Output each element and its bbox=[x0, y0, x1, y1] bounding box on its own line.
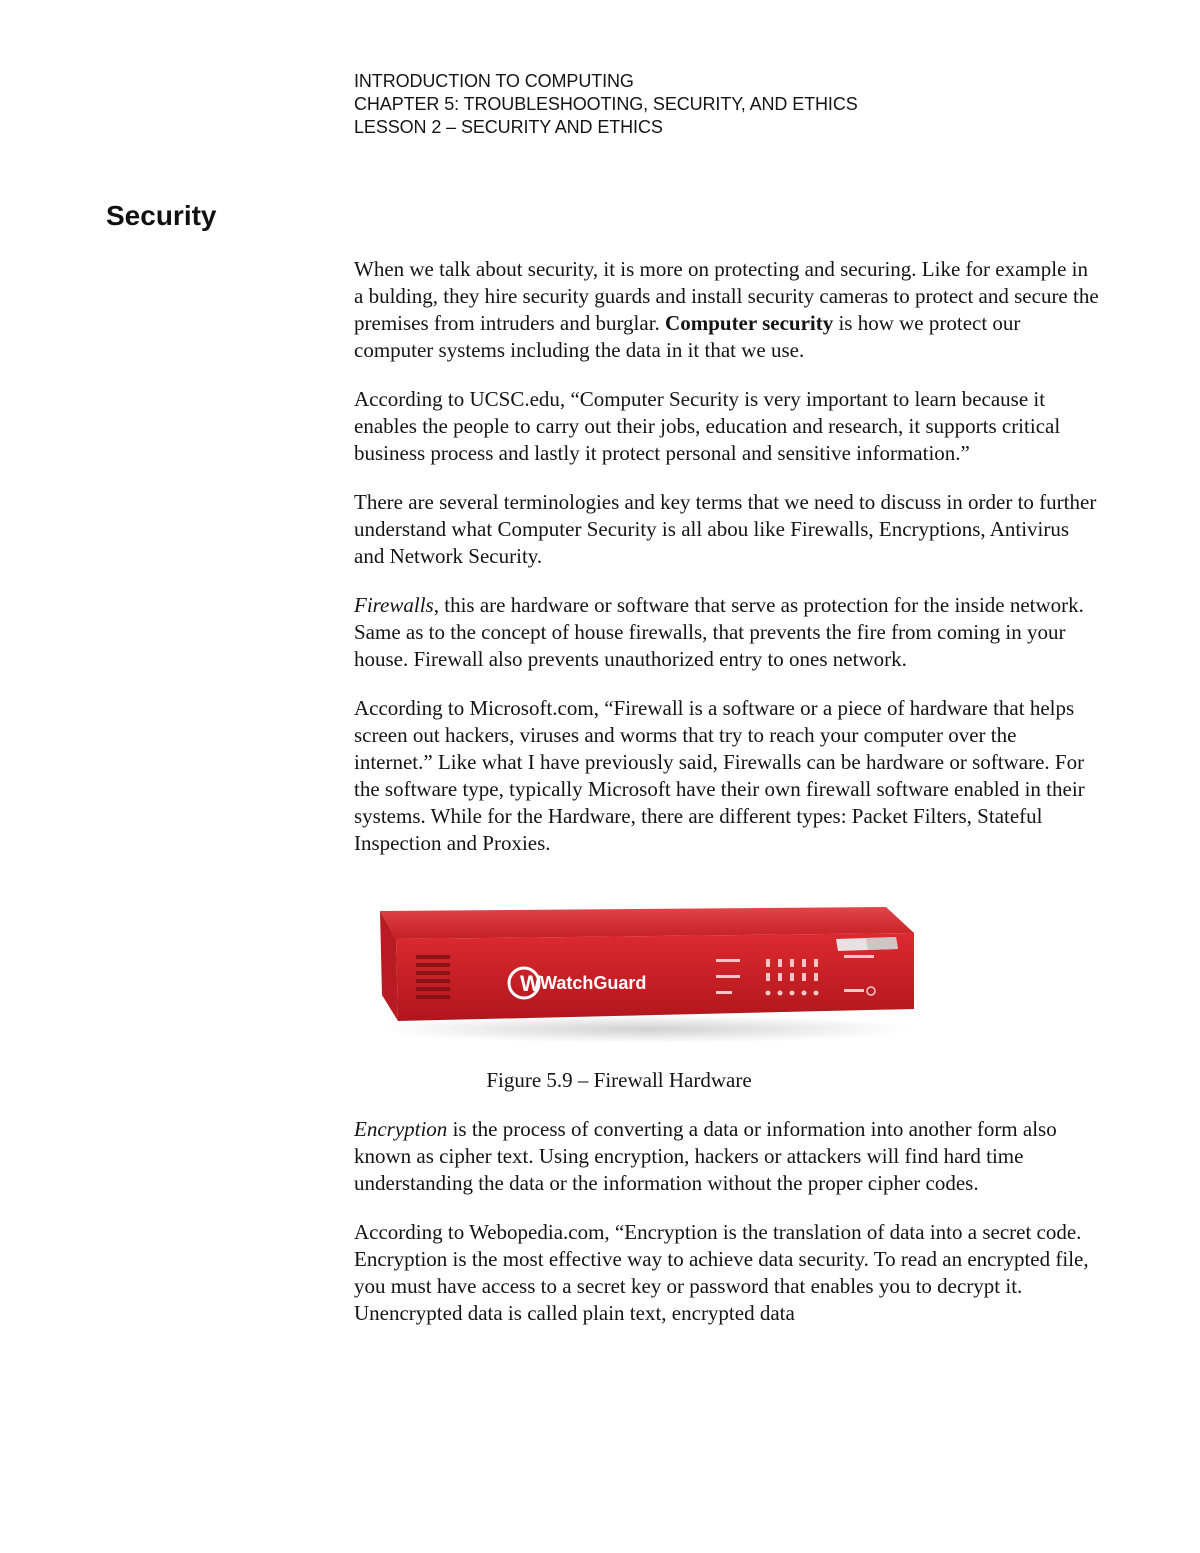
paragraph-key-terms: There are several terminologies and key terms that we need to discuss in order to further understand what Computer Security is all abou like Firewalls, Encryptions, Antivirus and Network Security. bbox=[354, 490, 1097, 568]
paragraph-microsoft-quote: According to Microsoft.com, “Firewall is a software or a piece of hardware that helps screen out hackers, viruses and worms that try to reach your computer over the internet.” Like what I have previously said, Firewalls can be hardware or software. For the software type, typically Microsoft have their own firewall software enabled in their systems. While for the Hardware, there are different types: Packet Filters, Stateful Inspection and Proxies. bbox=[354, 696, 1085, 855]
page-header bbox=[354, 70, 858, 139]
firewall-hardware-image bbox=[366, 897, 926, 1047]
body-text bbox=[354, 256, 1099, 1349]
paragraph-text: is the process of converting a data or information into another form also known as cipher text. Using encryption, hackers or attackers will find hard time understanding the data or the information without the proper cipher codes. bbox=[354, 1117, 1057, 1195]
paragraph-text: is how we protect our computer systems including the data in it that we use. bbox=[354, 311, 1021, 362]
firewall-device-illustration bbox=[366, 897, 926, 1047]
key-term-encryption: Encryption bbox=[354, 1117, 448, 1141]
course-title: INTRODUCTION TO COMPUTING bbox=[354, 71, 634, 91]
figure-caption: Figure 5.9 – Firewall Hardware bbox=[486, 1068, 752, 1092]
paragraph-security-intro bbox=[354, 256, 1099, 364]
svg-text:W: W bbox=[520, 971, 541, 996]
device-brand-label: WatchGuard bbox=[540, 973, 647, 993]
key-term-firewalls: Firewalls bbox=[354, 593, 434, 617]
key-term-computer-security: Computer security bbox=[665, 311, 834, 335]
paragraph-ucsc-quote: According to UCSC.edu, “Computer Security is very important to learn because it enables the people to carry out their jobs, education and research, it supports critical business process and lastly it protect personal and sensitive information.” bbox=[354, 387, 1061, 465]
lesson-title: LESSON 2 – SECURITY AND ETHICS bbox=[354, 117, 663, 137]
chapter-title: CHAPTER 5: TROUBLESHOOTING, SECURITY, AND ETHICS bbox=[354, 94, 858, 114]
paragraph-firewalls bbox=[354, 592, 1099, 673]
paragraph-text: , this are hardware or software that serve as protection for the inside network. Same as to the concept of house firewalls, that prevents the fire from coming in your house. Firewall also prevents unauthorized entry to ones network. bbox=[354, 593, 1084, 671]
paragraph-text: When we talk about security, it is more on protecting and securing. Like for example in a bulding, they hire security guards and install security cameras to protect and secure the premises from intruders and burglar. bbox=[354, 257, 1099, 335]
paragraph-webopedia-quote: According to Webopedia.com, “Encryption is the translation of data into a secret code. Encryption is the most effective way to achieve data security. To read an encrypted file, you must have access to a secret key or password that enables you to decrypt it. Unencrypted data is called plain text, encrypted data bbox=[354, 1220, 1089, 1325]
paragraph-encryption bbox=[354, 1116, 1099, 1197]
section-title: Security bbox=[106, 200, 217, 231]
